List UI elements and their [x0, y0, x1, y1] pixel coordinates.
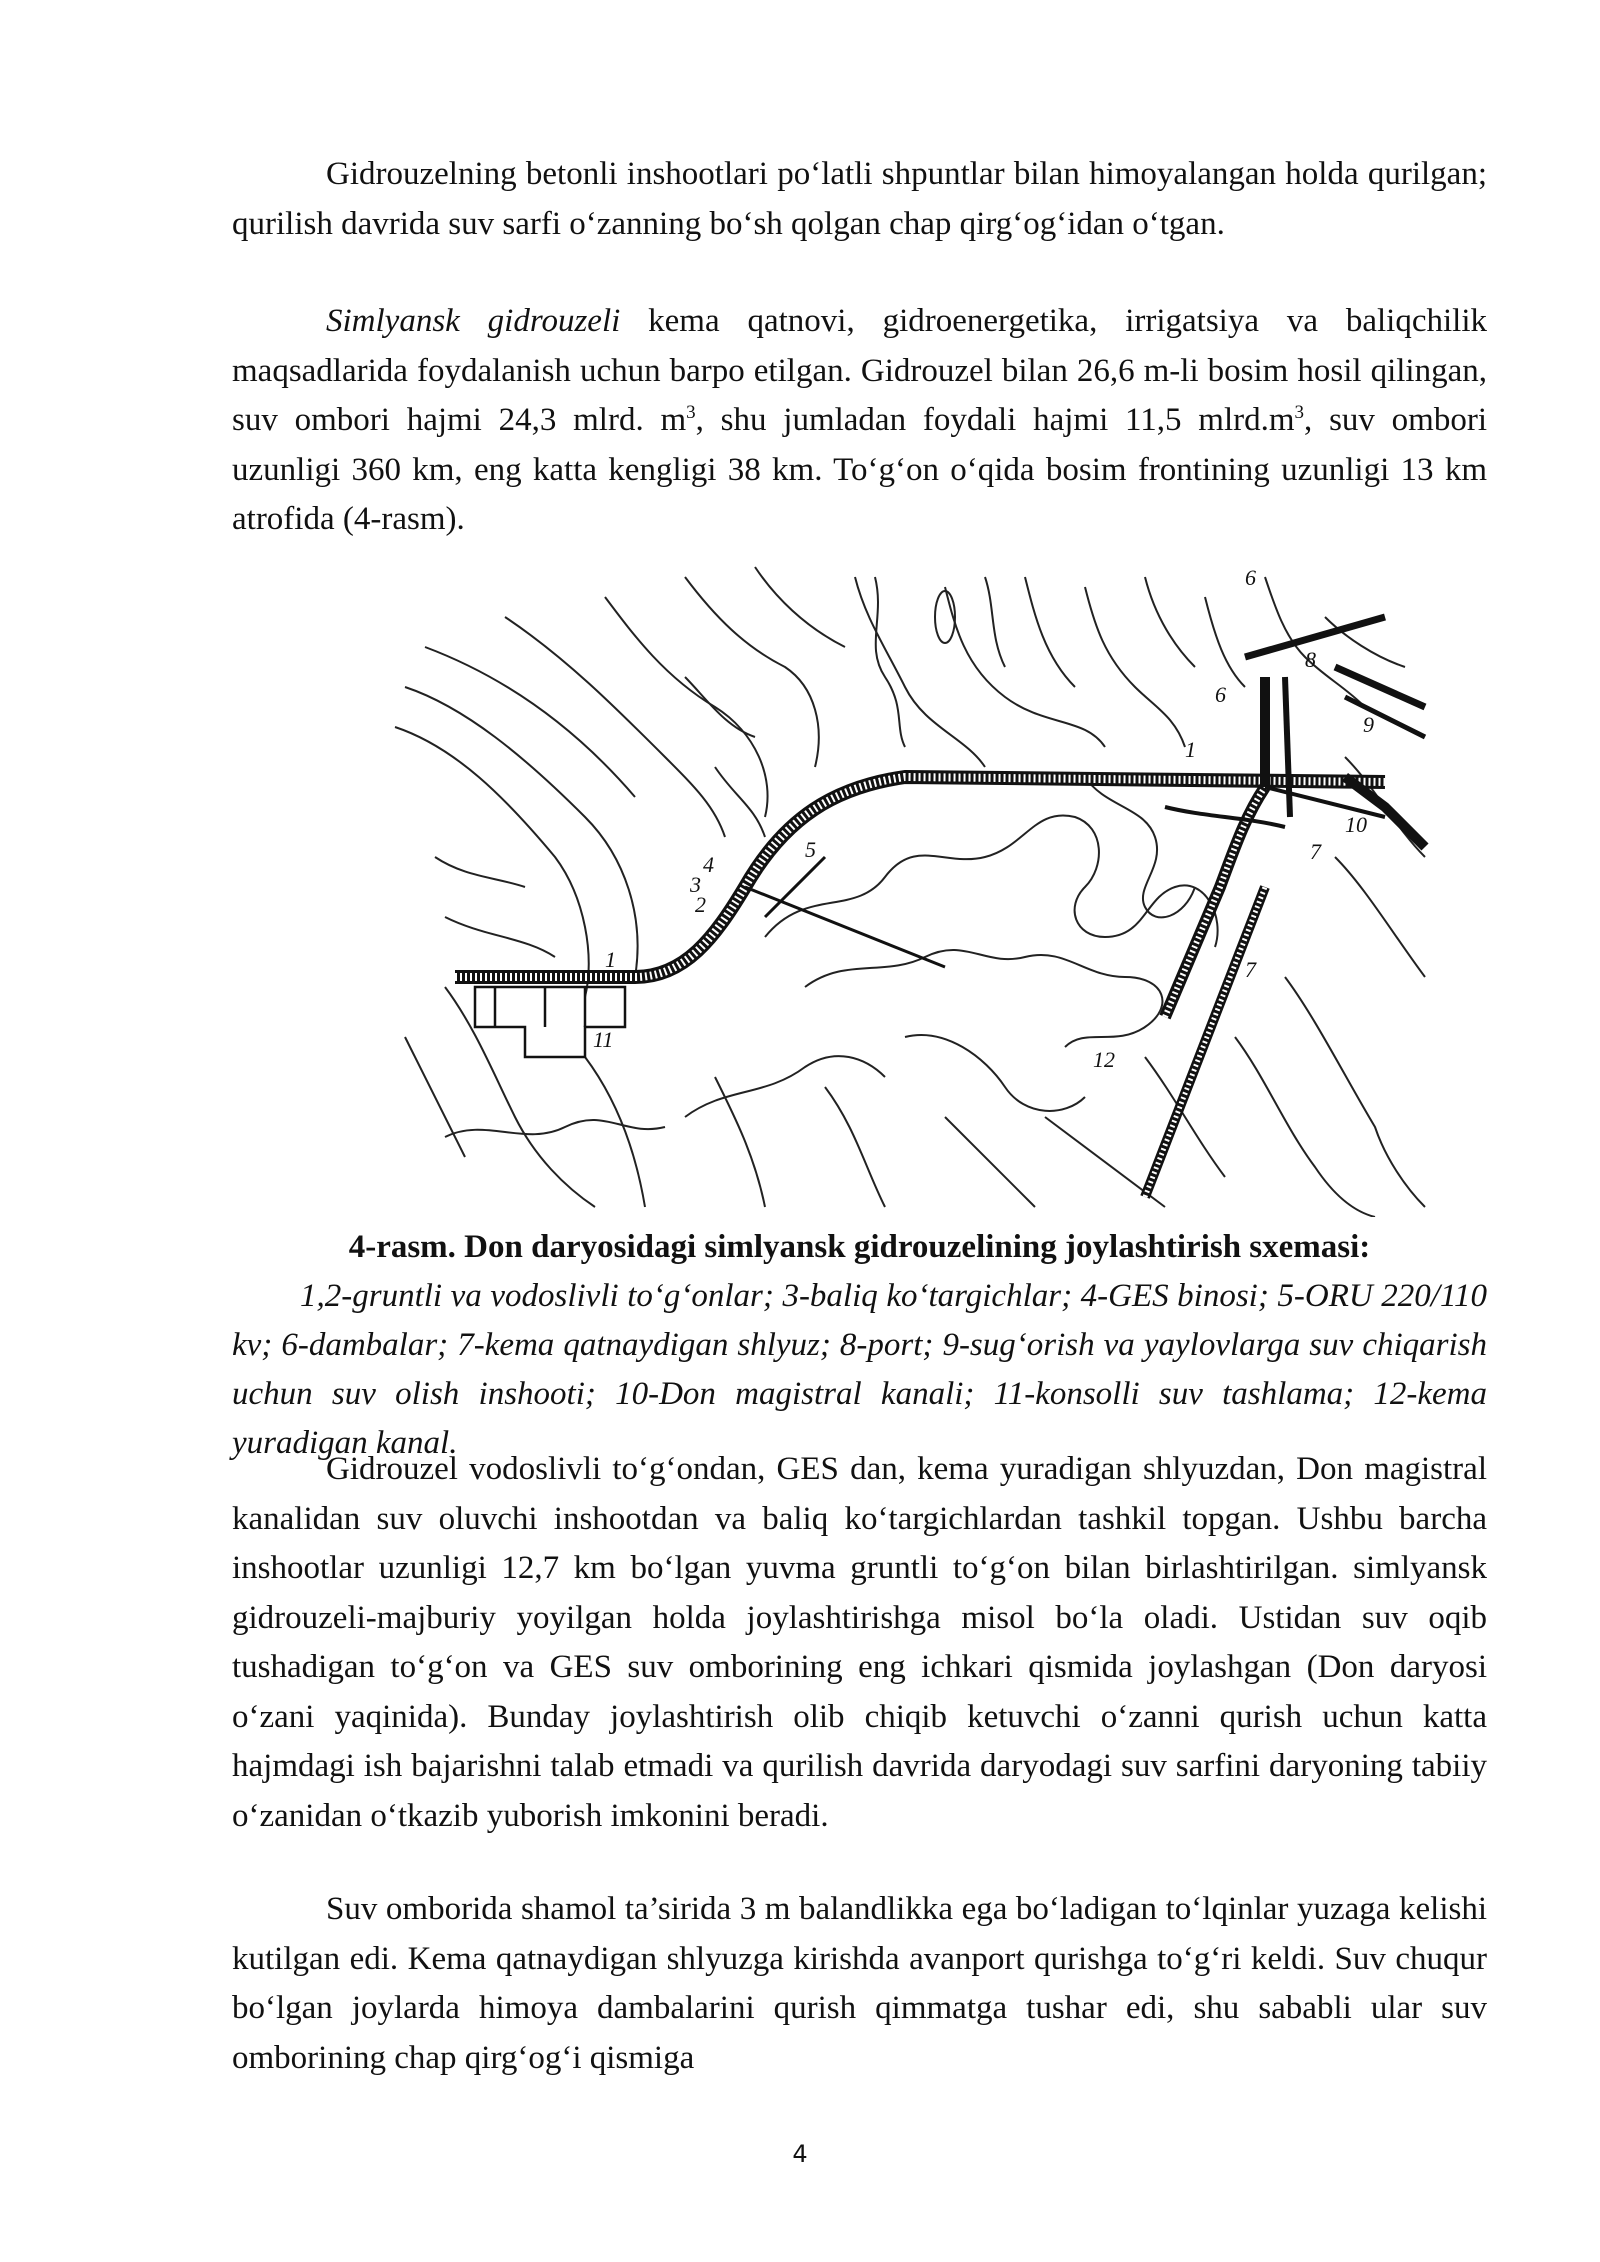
caption-legend: 1,2-gruntli va vodoslivli to‘g‘onlar; 3-baliq ko‘targichlar; 4-GES binosi; 5-ORU 220/110 kv; 6-dambalar; 7-kema qatnaydigan shlyuz; 8-port; 9-sug‘orish va yaylovlarga suv chiqarish uchun suv olish inshooti; 10-Don magistral kanali; 11-konsolli suv tashlama; 12-kema yuradigan kanal.: [232, 1278, 1487, 1461]
map-drawing: [385, 557, 1435, 1217]
map-label: 1: [1185, 737, 1196, 762]
superscript: 3: [1294, 402, 1305, 423]
paragraph-text: Gidrouzel vodoslivli to‘g‘ondan, GES dan, kema yuradigan shlyuzdan, Don magistral kanalidan suv oluvchi inshootdan va baliq ko‘targichlardan tashkil topgan. Ushbu barcha inshootlar uzunligi 12,7 km bo‘lgan yuvma gruntli to‘g‘on bilan birlashtirilgan. simlyansk gidrouzeli-majburiy yoyilgan holda joylashtirishga misol bo‘la oladi. Ustidan suv oqib tushadigan to‘g‘on va GES suv omborining eng ichkari qismida joylashgan (Don daryosi o‘zani yaqinida). Bunday joylashtirish olib chiqib ketuvchi o‘zanni qurish uchun katta hajmdagi ish bajarishni talab etmadi va qurilish davrida daryodagi suv sarfini daryoning tabiiy o‘zanidan o‘tkazib yuborish imkonini beradi.: [232, 1451, 1487, 1834]
paragraph-text: [232, 297, 1487, 545]
italic-lead: Simlyansk gidrouzeli: [326, 303, 621, 339]
paragraph-text: Gidrouzelning betonli inshootlari po‘latli shpuntlar bilan himoyalangan holda qurilgan; qurilish davrida suv sarfi o‘zanning bo‘sh qolgan chap qirg‘og‘idan o‘tgan.: [232, 156, 1487, 242]
map-label: 8: [1305, 647, 1316, 672]
paragraph-4: [232, 1885, 1487, 2083]
figure-caption: [232, 1223, 1487, 1468]
superscript: 3: [686, 402, 696, 423]
map-label: 10: [1345, 812, 1367, 837]
page-number: 4: [792, 2140, 808, 2168]
map-label: 7: [1245, 957, 1256, 982]
map-label: 3: [690, 872, 701, 897]
map-label: 12: [1093, 1047, 1115, 1072]
text-segment: , shu jumladan foydali hajmi 11,5 mlrd.m: [695, 402, 1295, 438]
paragraph-1: [232, 150, 1487, 249]
map-label: 4: [703, 852, 714, 877]
paragraph-3: [232, 1445, 1487, 1841]
map-label: 7: [1310, 839, 1321, 864]
map-label: 6: [1245, 565, 1256, 590]
paragraph-2: [232, 297, 1487, 545]
map-label: 1: [605, 947, 616, 972]
paragraph-text: Suv omborida shamol ta’sirida 3 m balandlikka ega bo‘ladigan to‘lqinlar yuzaga kelishi kutilgan edi. Kema qatnaydigan shlyuzga kirishda avanport qurishga to‘g‘ri keldi. Suv chuqur bo‘lgan joylarda himoya dambalarini qurish qimmatga tushar edi, shu sababli ular suv omborining chap qirg‘og‘i qismiga: [232, 1891, 1487, 2076]
map-label: 2: [695, 892, 706, 917]
map-label: 6: [1215, 682, 1226, 707]
text-segment: kema qatnovi, gidroenergetika, irrigatsiya va baliqchilik maqsadlarida foydalanish uchun barpo etilgan. Gidrouzel bilan 26,6 m-li bosim hosil qilingan, suv ombori hajmi 24,3 mlrd. m: [232, 303, 1488, 438]
map-label: 11: [593, 1027, 614, 1052]
map-label: 9: [1363, 712, 1374, 737]
layout-scheme-figure: [385, 557, 1435, 1217]
map-label: 5: [805, 837, 816, 862]
caption-title: 4-rasm. Don daryosidagi simlyansk gidrouzelining joylashtirish sxemasi:: [348, 1229, 1371, 1265]
text-segment: , suv ombori uzunligi 360 km, eng katta kengligi 38 km. To‘g‘on o‘qida bosim frontining uzunligi 13 km atrofida (4-rasm).: [232, 402, 1487, 537]
